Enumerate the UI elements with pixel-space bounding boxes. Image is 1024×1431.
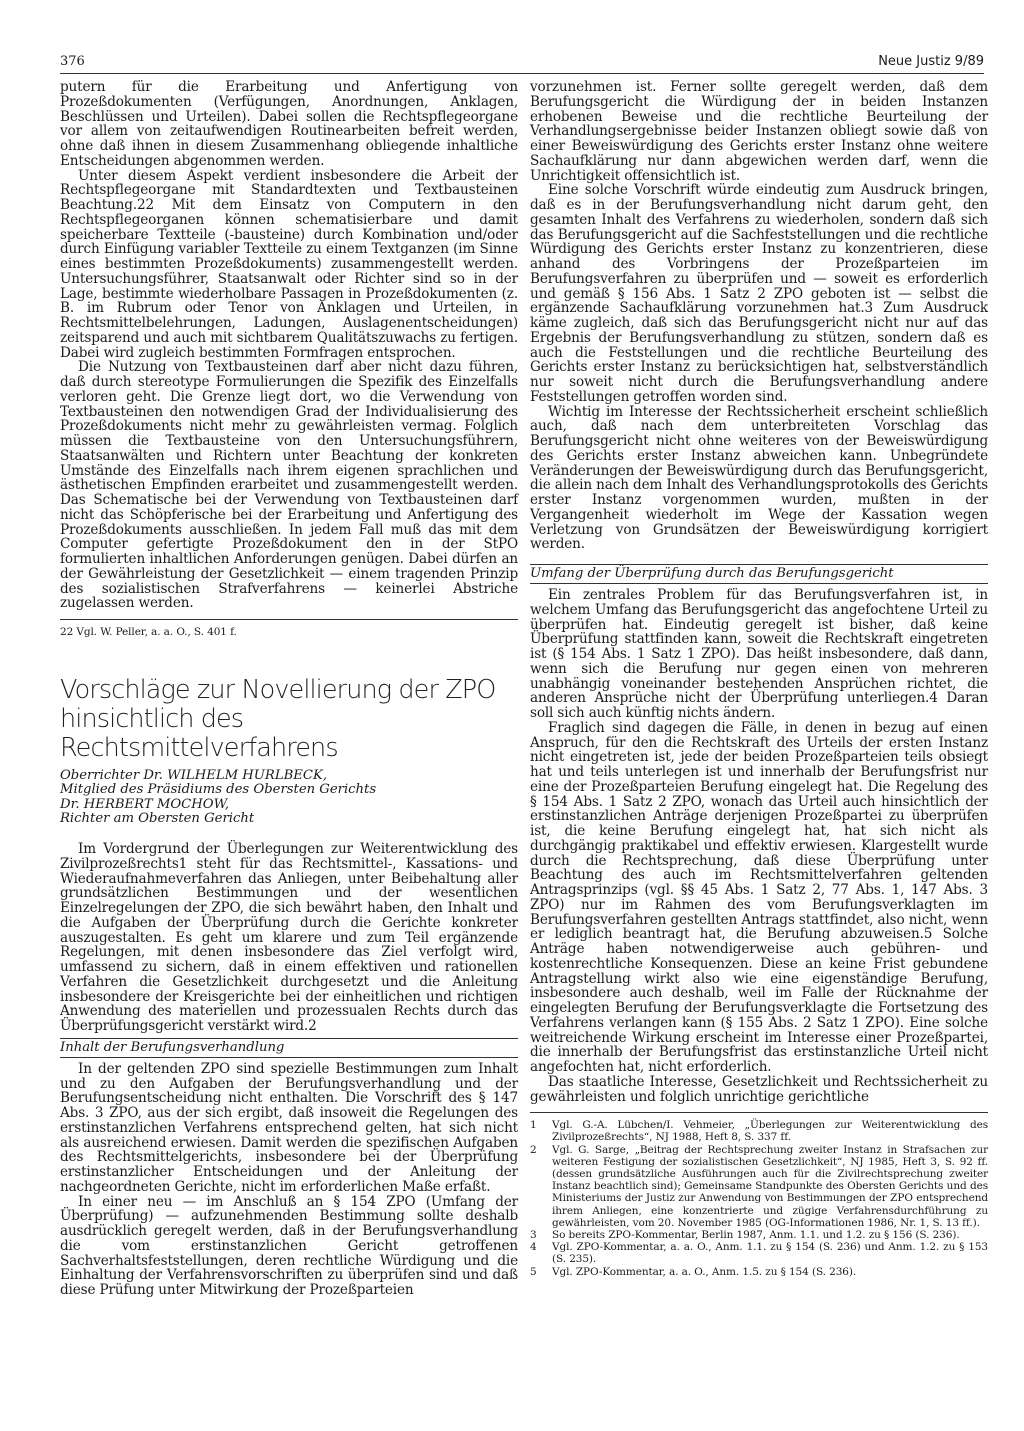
section-heading: Umfang der Überprüfung durch das Berufungsgericht xyxy=(530,564,988,584)
author-name: Oberrichter Dr. WILHELM HURLBECK, xyxy=(60,768,328,784)
page-number: 376 xyxy=(60,54,85,69)
right-column xyxy=(530,80,988,1278)
footnote xyxy=(530,1144,988,1229)
author-role: Richter am Obersten Gericht xyxy=(60,810,255,826)
paragraph: Die Nutzung von Textbausteinen darf aber nicht dazu führen, daß durch stereotype Formulierungen die Spezifik des Einzelfalls verloren geht. Die Grenze liegt dort, wo die Verwendung von Textbausteinen den notwendigen Grad der Individualisierung des Prozeßdokuments nicht mehr zu gewährleisten vermag. Folglich müssen die Textbausteine von den Untersuchungsführern, Staatsanwälten und Richtern unter Beachtung der konkreten Umstände des Einzelfalls nach ihrem eigenen sprachlichen und ästhetischen Empfinden erarbeitet und zusammengestellt werden. Das Schematische bei der Verwendung von Textbausteinen darf nicht das Schöpferische bei der Erarbeitung und Anfertigung des Prozeßdokuments ausschließen. In jedem Fall muß das mit dem Computer gefertigte Prozeßdokument den in der StPO formulierten inhaltlichen Anforderungen genügen. Dabei dürfen an der Gewährleistung der Gesetzlichkeit — einem tragenden Prinzip des sozialistischen Strafverfahrens — keinerlei Abstriche zugelassen werden. xyxy=(60,359,518,612)
section-heading: Inhalt der Berufungsverhandlung xyxy=(60,1038,518,1058)
author-name: Dr. HERBERT MOCHOW, xyxy=(60,796,230,812)
intro-paragraph: Im Vordergrund der Überlegungen zur Weiterentwicklung des Zivilprozeßrechts1 steht für das Rechtsmittel-, Kassations- und Wiederaufnahmeverfahren das Anliegen, unter Beibehaltung aller grundsätzlichen Bestimmungen und der wesentlichen Einzelregelungen der ZPO, die sich bewährt haben, den Inhalt und die Aufgaben der Überprüfung durch die Gerichte konkreter auszugestalten. Es geht um klarere und zum Teil ergänzende Regelungen, mit denen insbesondere das Ziel verfolgt wird, umfassend zu sichern, daß in einem effektiven und rationellen Verfahren die Gesetzlichkeit durchgesetzt und die Anleitung insbesondere der Kreisgerichte bei der einheitlichen und richtigen Anwendung des materiellen und prozessualen Rechts durch das Überprüfungsgericht verstärkt wird.2 xyxy=(60,841,518,1035)
footnote-number: 4 xyxy=(530,1241,537,1254)
paragraph: vorzunehmen ist. Ferner sollte geregelt werden, daß dem Berufungsgericht die Würdigung der in beiden Instanzen erhobenen Beweise und die rechtliche Beurteilung der Verhandlungsergebnisse beider Instanzen obliegt sowie daß von einer Beweiswürdigung des Gerichts erster Instanz ohne weitere Sachaufklärung nur dann abgewichen werden darf, wenn die Unrichtigkeit offensichtlich ist. xyxy=(530,79,988,184)
footnote-number: 2 xyxy=(530,1143,537,1156)
footnote xyxy=(530,1119,988,1143)
paragraph: Fraglich sind dagegen die Fälle, in denen in bezug auf einen Anspruch, für den die Rechtskraft des Urteils der ersten Instanz nicht eingetreten ist, jede der beiden Prozeßparteien teils obsiegt hat und teils unterlegen ist und innerhalb der Berufungsfrist nur eine der Prozeßparteien Berufung eingelegt hat. Die Regelung des § 154 Abs. 1 Satz 2 ZPO, wonach das Urteil auch hinsichtlich der erstinstanzlichen Anträge derjenigen Prozeßpartei zu überprüfen ist, die keine Berufung eingelegt hat, hat sich nicht als durchgängig praktikabel und effektiv erwiesen. Klargestellt wurde durch die Rechtsprechung, daß diese Überprüfung unter Beachtung des auch im Rechtsmittelverfahren geltenden Antragsprinzips (vgl. §§ 45 Abs. 1 Satz 2, 77 Abs. 1, 147 Abs. 3 ZPO) nur im Rahmen des vom Berufungsverklagten im Berufungsverfahren gestellten Antrags stattfindet, also nicht, wenn er lediglich beantragt hat, die Berufung abzuweisen.5 Solche Anträge haben notwendigerweise auch gebühren- und kostenrechtliche Konsequenzen. Diese an keine Frist gebundene Antragstellung wirkt also wie eine eigenständige Berufung, insbesondere auch deshalb, weil im Falle der Rücknahme der eingelegten Berufung der Berufungsverklagte die Fortsetzung des Verfahrens verlangen kann (§ 155 Abs. 2 Satz 1 ZPO). Eine solche weitreichende Wirkung erscheint im Interesse einer Prozeßpartei, die innerhalb der Berufungsfrist das erstinstanzliche Urteil nicht angefochten hat, nicht erforderlich. xyxy=(530,719,988,1075)
footnote xyxy=(530,1266,988,1278)
footnote-text: So bereits ZPO-Kommentar, Berlin 1987, Anm. 1.1. und 1.2. zu § 156 (S. 236). xyxy=(552,1229,960,1242)
author-role: Mitglied des Präsidiums des Obersten Gerichts xyxy=(60,782,377,798)
paragraph: putern für die Erarbeitung und Anfertigung von Prozeßdokumenten (Verfügungen, Anordnungen, Anklagen, Beschlüssen und Urteilen). Dabei sollen die Rechtspflegeorgane vor allem von zeitaufwendigen Routinearbeiten befreit werden, ohne daß ihnen in diesem Zusammenhang obliegende inhaltliche Entscheidungen abgenommen werden. xyxy=(60,79,518,169)
left-column xyxy=(60,80,518,1298)
journal-title: Neue Justiz 9/89 xyxy=(878,54,984,69)
footnote-text: Vgl. G.-A. Lübchen/I. Vehmeier, „Überlegungen zur Weiterentwicklung des Zivilprozeßrechts“, NJ 1988, Heft 8, S. 337 ff. xyxy=(552,1119,988,1144)
paragraph: Ein zentrales Problem für das Berufungsverfahren ist, in welchem Umfang das Berufungsgericht das angefochtene Urteil zu überprüfen hat. Eindeutig geregelt ist bisher, daß keine Überprüfung stattfinden kann, soweit die Rechtskraft eingetreten ist (§ 154 Abs. 1 Satz 1 ZPO). Das heißt insbesondere, daß dann, wenn sich die Berufung nur gegen einen von mehreren unabhängig voneinander bestehenden Ansprüchen richtet, die anderen Ansprüche nicht der Überprüfung unterliegen.4 Daran soll sich auch künftig nichts ändern. xyxy=(530,587,988,721)
paragraph: Eine solche Vorschrift würde eindeutig zum Ausdruck bringen, daß es in der Berufungsverhandlung nicht darum geht, den gesamten Inhalt des Verfahrens zu wiederholen, sondern daß sich das Berufungsgericht auf die Sachfeststellungen und die rechtliche Würdigung des Gerichts erster Instanz zu konzentrieren, diese anhand des Vorbringens der Prozeßparteien im Berufungsverfahren zu überprüfen und — soweit es erforderlich und gemäß § 156 Abs. 1 Satz 2 ZPO geboten ist — selbst die ergänzende Sachaufklärung vorzunehmen hat.3 Zum Ausdruck käme zugleich, daß sich das Berufungsgericht nicht nur auf das Ergebnis der Berufungsverhandlung zu stützen, sondern daß es auch die Feststellungen und die rechtliche Beurteilung des Gerichts erster Instanz zu berücksichtigen hat, selbstverständlich nur soweit nicht durch die Berufungsverhandlung andere Feststellungen getroffen worden sind. xyxy=(530,182,988,405)
footnote-text: Vgl. ZPO-Kommentar, a. a. O., Anm. 1.1. zu § 154 (S. 236) und Anm. 1.2. zu § 153 (S. 235). xyxy=(552,1241,988,1266)
footnote-number: 1 xyxy=(530,1119,537,1132)
footnote-number: 5 xyxy=(530,1265,537,1278)
footnote-rule xyxy=(60,619,518,620)
paragraph: Unter diesem Aspekt verdient insbesondere die Arbeit der Rechtspflegeorgane mit Standardtexten und Textbausteinen Beachtung.22 Mit dem Einsatz von Computern in den Rechtspflegeorganen können schematisierbare und damit speicherbare Textteile (-bausteine) durch Kombination und/oder durch Einfügung variabler Textteile zu einem Textganzen (im Sinne eines bestimmten Prozeßdokuments) zusammengestellt werden. Untersuchungsführer, Staatsanwalt oder Richter sind so in der Lage, bestimmte wiederholbare Passagen in Prozeßdokumenten (z. B. im Rubrum oder Tenor von Anklagen und Urteilen, in Rechtsmittelbelehrungen, Ladungen, Auslagenentscheidungen) zeitsparend und auch mit sichtbarem Qualitätszuwachs zu fertigen. Dabei wird zugleich bestimmten Formfragen entsprochen. xyxy=(60,167,518,361)
paragraph: In einer neu — im Anschluß an § 154 ZPO (Umfang der Überprüfung) — aufzunehmenden Bestimmung sollte deshalb ausdrücklich geregelt werden, daß in der Berufungsverhandlung die vom erstinstanzlichen Gericht getroffenen Sachverhaltsfeststellungen, deren rechtliche Würdigung und die Einhaltung der Verfahrensvorschriften zu überprüfen sind und daß diese Prüfung unter Mitwirkung der Prozeßparteien xyxy=(60,1193,518,1299)
footnotes xyxy=(530,1119,988,1278)
footnote-text: Vgl. ZPO-Kommentar, a. a. O., Anm. 1.5. zu § 154 (S. 236). xyxy=(552,1265,857,1278)
footnote-text: Vgl. G. Sarge, „Beitrag der Rechtsprechung zweiter Instanz in Strafsachen zur weiteren Festigung der sozialistischen Gesetzlichkeit“, NJ 1985, Heft 3, S. 92 ff. (dessen grundsätzliche Ausführungen auch für die Zivilrechtsprechung zweiter Instanz beachtlich sind); Gemeinsame Standpunkte des Obersten Gerichts und des Ministeriums der Justiz zur Anwendung von Bestimmungen der ZPO entsprechend ihrem Anliegen, eine konzentrierte und zügige Verfahrensdurchführung zu gewährleisten, vom 20. November 1985 (OG-Informationen 1986, Nr. 1, S. 13 ff.). xyxy=(552,1143,988,1229)
footnote-22: 22 Vgl. W. Peller, a. a. O., S. 401 f. xyxy=(60,626,237,638)
paragraph: Wichtig im Interesse der Rechtssicherheit erscheint schließlich auch, daß nach dem unterbreiteten Vorschlag das Berufungsgericht nicht ohne weiteres von der Beweiswürdigung des Gerichts erster Instanz abweichen kann. Unbegründete Veränderungen der Beweiswürdigung durch das Berufungsgericht, die allein nach dem Inhalt des Verhandlungsprotokolls des Gerichts erster Instanz vorgenommen wurden, mußten in der Vergangenheit wiederholt im Wege der Kassation wegen Verletzung von Grundsätzen der Beweiswürdigung korrigiert werden. xyxy=(530,403,988,553)
paragraph: Das staatliche Interesse, Gesetzlichkeit und Rechtssicherheit zu gewährleisten und folglich unrichtige gerichtliche xyxy=(530,1073,988,1105)
footnote xyxy=(530,1229,988,1241)
article-title: Vorschläge zur Novellierung der ZPO hinsichtlich des Rechtsmittelverfahrens xyxy=(60,675,496,764)
paragraph: In der geltenden ZPO sind spezielle Bestimmungen zum Inhalt und zu den Aufgaben der Berufungsverhandlung und der Berufungsentscheidung nicht enthalten. Die Vorschrift des § 147 Abs. 3 ZPO, aus der sich ergibt, daß insoweit die Regelungen des erstinstanzlichen Verfahrens entsprechend gelten, hat sich nicht als ausreichend erwiesen. Damit werden die spezifischen Aufgaben des Rechtsmittelgerichts, insbesondere bei der Überprüfung erstinstanzlicher Entscheidungen und der Anleitung der nachgeordneten Gerichte, nicht im erforderlichen Maße erfaßt. xyxy=(60,1060,518,1195)
footnote-rule xyxy=(530,1112,988,1113)
footnote-number: 3 xyxy=(530,1229,537,1242)
author-block xyxy=(60,769,518,826)
page-header xyxy=(60,54,984,74)
header-rule xyxy=(60,73,984,74)
footnote xyxy=(530,1241,988,1265)
